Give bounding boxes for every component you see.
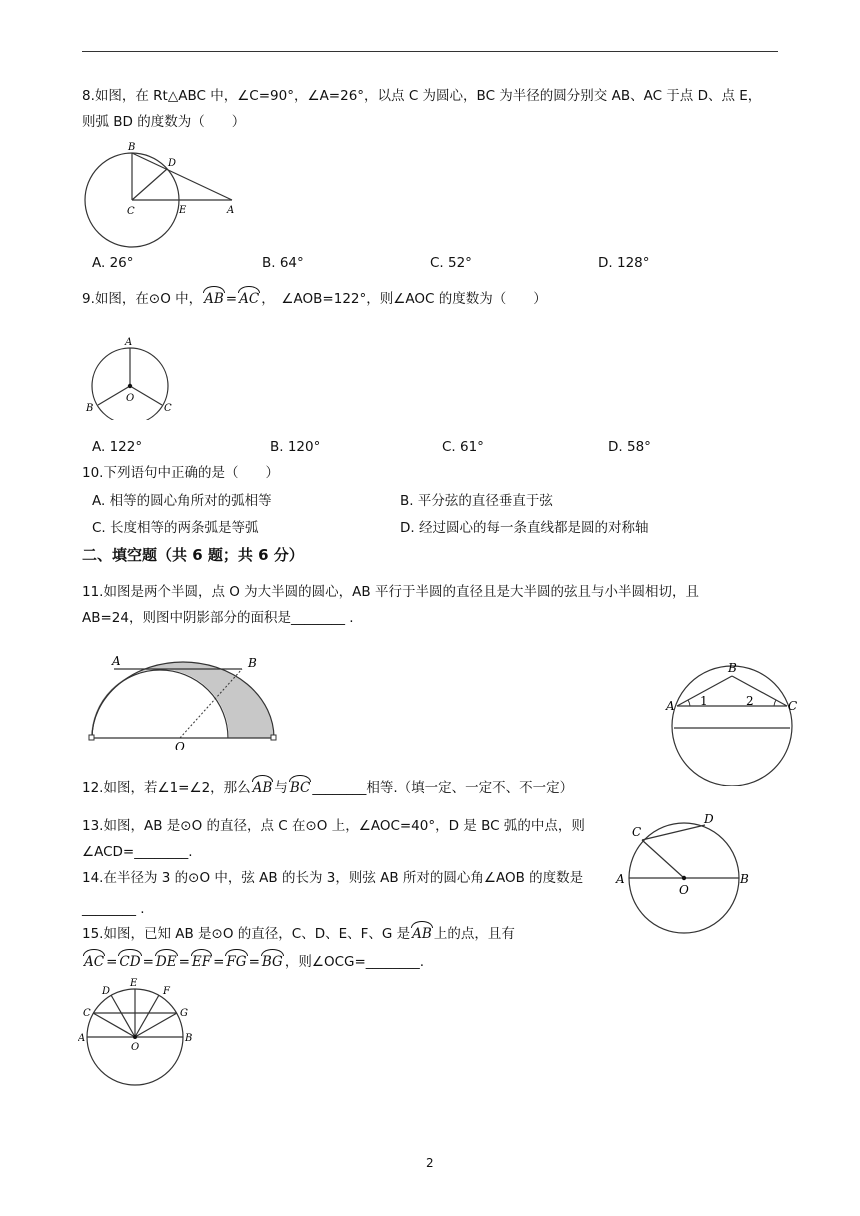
q8-label-e: E — [179, 205, 187, 216]
q15-eq-1: = — [106, 954, 118, 970]
q10-option-c: C. 长度相等的两条弧是等弧 — [92, 520, 259, 536]
q10-option-a: A. 相等的圆心角所对的弧相等 — [92, 493, 272, 509]
q11-label-b: B — [248, 656, 257, 670]
q15-label-e: E — [130, 978, 138, 989]
q13-text-line2: ∠ACD=________. — [82, 844, 193, 860]
q8-label-d: D — [168, 158, 177, 169]
q11-figure — [82, 648, 282, 750]
q15-figure — [78, 974, 200, 1086]
q8-figure — [82, 138, 242, 252]
q9-text — [82, 289, 547, 309]
q9-label-a: A — [125, 337, 133, 348]
q13-label-d: D — [704, 812, 714, 826]
q12-label-1: 1 — [700, 694, 708, 708]
q11-text-line2: AB=24，则图中阴影部分的面积是________ . — [82, 610, 354, 626]
q9-eq: = — [225, 291, 238, 307]
q8-text-line2: 则弧 BD 的度数为（ ） — [82, 114, 246, 130]
q13-text-line1: 13.如图，AB 是⊙O 的直径，点 C 在⊙O 上，∠AOC=40°，D 是 BC 弧的中点，则 — [82, 818, 585, 834]
q13-figure — [614, 808, 762, 936]
q8-option-b: B. 64° — [262, 255, 304, 271]
q15-eq-2: = — [142, 954, 154, 970]
q10-text: 10.下列语句中正确的是（ ） — [82, 465, 279, 481]
q12-figure — [664, 658, 800, 786]
q9-arc-ab: AB — [204, 291, 224, 307]
q8-option-c: C. 52° — [430, 255, 472, 271]
q10-option-d: D. 经过圆心的每一条直线都是圆的对称轴 — [400, 520, 649, 536]
q15-text-line1 — [82, 924, 515, 944]
q12-label-2: 2 — [746, 694, 754, 708]
q10-option-b: B. 平分弦的直径垂直于弦 — [400, 493, 553, 509]
q9-option-d: D. 58° — [608, 439, 651, 455]
q15-arc-de: DE — [155, 954, 177, 970]
q9-option-b: B. 120° — [270, 439, 321, 455]
q14-text-line2: ________ . — [82, 901, 145, 917]
q9-arc-ac: AC — [239, 291, 260, 307]
q15-text-line2 — [82, 952, 424, 972]
q15-eq-5: = — [248, 954, 260, 970]
q15-arc-bg: BG — [261, 954, 283, 970]
q8-text-line1: 8.如图，在 Rt△ABC 中，∠C=90°，∠A=26°，以点 C 为圆心，BC 为半径的圆分别交 AB、AC 于点 D、点 E， — [82, 88, 762, 104]
q11-text-line1: 11.如图是两个半圆，点 O 为大半圆的圆心，AB 平行于半圆的直径且是大半圆的弦且与小半圆相切，且 — [82, 584, 699, 600]
q9-label-c: C — [164, 403, 172, 414]
q9-text-post: ， ∠AOB=122°，则∠AOC 的度数为（ ） — [261, 291, 547, 307]
q15-arc-ab: AB — [412, 926, 432, 942]
q8-label-b: B — [128, 142, 136, 153]
q9-label-o: O — [126, 393, 135, 404]
q12-label-b: B — [728, 661, 737, 675]
q13-label-o: O — [679, 883, 689, 897]
q11-label-a: A — [112, 654, 121, 668]
q12-text-post: ________相等.（填一定、一定不、不一定） — [312, 780, 574, 796]
q15-label-c: C — [83, 1008, 91, 1019]
q13-label-a: A — [616, 872, 625, 886]
q12-arc-ab: AB — [252, 780, 273, 796]
q15-label-g: G — [180, 1008, 188, 1019]
q9-option-c: C. 61° — [442, 439, 484, 455]
q15-label-b: B — [185, 1033, 193, 1044]
q15-arc-ef: EF — [191, 954, 212, 970]
q12-arc-bc: BC — [289, 780, 311, 796]
q12-text-pre: 12.如图，若∠1=∠2，那么 — [82, 780, 251, 796]
q15-label-a: A — [78, 1033, 86, 1044]
q8-label-a: A — [227, 205, 235, 216]
q15-arc-ac: AC — [84, 954, 105, 970]
q15-label-f: F — [163, 986, 170, 997]
q15-text-post: 上的点，且有 — [433, 926, 515, 942]
q8-option-d: D. 128° — [598, 255, 650, 271]
q9-label-b: B — [86, 403, 94, 414]
q14-text-line1: 14.在半径为 3 的⊙O 中，弦 AB 的长为 3，则弦 AB 所对的圆心角∠AOB 的度数是 — [82, 870, 584, 886]
header-rule — [82, 51, 778, 52]
q12-label-a: A — [666, 699, 675, 713]
q11-label-o: O — [175, 740, 185, 750]
q15-arc-fg: FG — [226, 954, 247, 970]
q12-text — [82, 778, 573, 798]
q13-label-c: C — [632, 825, 642, 839]
q13-label-b: B — [740, 872, 749, 886]
page-number: 2 — [426, 1156, 434, 1170]
section-heading: 二、填空题（共 6 题；共 6 分） — [82, 546, 304, 564]
q12-label-c: C — [788, 699, 798, 713]
q15-eq-3: = — [178, 954, 190, 970]
q9-text-pre: 9.如图，在⊙O 中， — [82, 291, 203, 307]
q15-label-d: D — [102, 986, 111, 997]
q15-text-pre: 15.如图，已知 AB 是⊙O 的直径，C、D、E、F、G 是 — [82, 926, 411, 942]
q15-text-tail: ，则∠OCG=________. — [284, 954, 425, 970]
q12-text-mid: 与 — [274, 780, 288, 796]
q15-arc-cd: CD — [119, 954, 141, 970]
q15-label-o: O — [131, 1042, 140, 1053]
q15-eq-4: = — [213, 954, 225, 970]
q9-figure — [82, 330, 182, 420]
q8-label-c: C — [127, 206, 135, 217]
q8-option-a: A. 26° — [92, 255, 134, 271]
q9-option-a: A. 122° — [92, 439, 143, 455]
